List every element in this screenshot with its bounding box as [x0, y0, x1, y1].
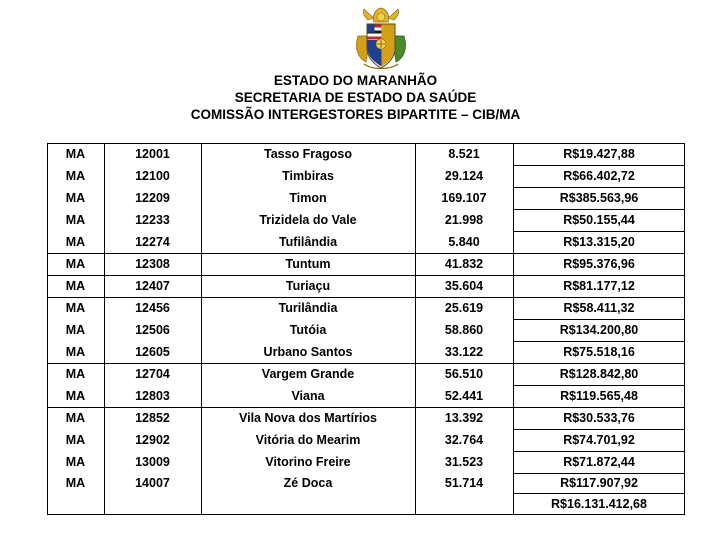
table-row	[47, 385, 685, 407]
total-value: R$16.131.412,68	[551, 497, 647, 511]
value-cell: R$58.411,32	[563, 301, 635, 315]
uf-cell: MA	[65, 191, 86, 205]
uf-cell: MA	[65, 389, 86, 403]
population-cell: 51.714	[444, 476, 484, 490]
code-cell: 12100	[135, 169, 170, 183]
code-cell: 12456	[135, 301, 170, 315]
municipality-cell: Tutóia	[289, 323, 327, 337]
code-cell: 12209	[135, 191, 170, 205]
code-cell: 12001	[135, 147, 170, 161]
uf-cell: MA	[65, 235, 86, 249]
population-cell: 58.860	[444, 323, 484, 337]
municipality-cell: Trizidela do Vale	[259, 213, 357, 227]
secretariat-title: SECRETARIA DE ESTADO DA SAÚDE	[234, 90, 477, 105]
value-cell: R$19.427,88	[563, 147, 635, 161]
uf-cell: MA	[65, 367, 86, 381]
municipality-cell: Timbiras	[282, 169, 334, 183]
code-cell: 12704	[135, 367, 170, 381]
maranhao-coat-of-arms-icon	[352, 6, 410, 72]
table-row	[47, 231, 685, 253]
value-cell: R$50.155,44	[563, 213, 635, 227]
municipality-cell: Vitória do Mearim	[255, 433, 361, 447]
population-cell: 41.832	[444, 257, 484, 271]
uf-cell: MA	[65, 411, 86, 425]
population-cell: 13.392	[444, 411, 484, 425]
value-cell: R$95.376,96	[563, 257, 635, 271]
document-header	[0, 72, 711, 123]
municipality-cell: Vila Nova dos Martírios	[238, 411, 377, 425]
value-cell: R$66.402,72	[563, 169, 635, 183]
value-cell: R$30.533,76	[563, 411, 635, 425]
value-cell: R$385.563,96	[559, 191, 639, 205]
value-cell: R$75.518,16	[563, 345, 635, 359]
municipality-cell: Tuntum	[285, 257, 331, 271]
code-cell: 12803	[135, 389, 170, 403]
value-cell: R$119.565,48	[560, 389, 638, 403]
code-cell: 12902	[135, 433, 170, 447]
municipality-cell: Timon	[289, 191, 327, 205]
municipality-cell: Zé Doca	[283, 476, 333, 490]
uf-cell: MA	[65, 169, 86, 183]
municipality-table	[47, 143, 685, 515]
uf-cell: MA	[65, 323, 86, 337]
table-row	[47, 187, 685, 209]
uf-cell: MA	[65, 301, 86, 315]
value-cell: R$71.872,44	[563, 455, 635, 469]
uf-cell: MA	[65, 455, 86, 469]
population-cell: 52.441	[444, 389, 484, 403]
population-cell: 25.619	[444, 301, 484, 315]
municipality-cell: Turilândia	[278, 301, 338, 315]
state-title: ESTADO DO MARANHÃO	[273, 73, 438, 88]
population-cell: 169.107	[441, 191, 487, 205]
table-row	[47, 341, 685, 363]
municipality-cell: Turiaçu	[285, 279, 331, 293]
municipality-cell: Tasso Fragoso	[264, 147, 352, 161]
code-cell: 12233	[135, 213, 170, 227]
table-row	[47, 319, 685, 341]
uf-cell: MA	[65, 257, 86, 271]
municipality-cell: Urbano Santos	[263, 345, 353, 359]
population-cell: 29.124	[444, 169, 484, 183]
uf-cell: MA	[65, 213, 86, 227]
code-cell: 12605	[135, 345, 170, 359]
population-cell: 31.523	[444, 455, 484, 469]
uf-cell: MA	[65, 279, 86, 293]
population-cell: 35.604	[444, 279, 484, 293]
table-row	[47, 275, 685, 297]
uf-cell: MA	[65, 345, 86, 359]
value-cell: R$134.200,80	[559, 323, 639, 337]
population-cell: 21.998	[444, 213, 484, 227]
value-cell: R$74.701,92	[563, 433, 635, 447]
municipality-cell: Viana	[291, 389, 325, 403]
code-cell: 14007	[135, 476, 170, 490]
table-row	[47, 473, 685, 493]
table-row	[47, 363, 685, 385]
table-row	[47, 253, 685, 275]
population-cell: 5.840	[448, 235, 480, 249]
population-cell: 32.764	[444, 433, 484, 447]
code-cell: 12407	[135, 279, 170, 293]
value-cell: R$81.177,12	[563, 279, 635, 293]
code-cell: 12506	[135, 323, 170, 337]
code-cell: 12274	[135, 235, 170, 249]
municipality-cell: Tufilândia	[278, 235, 338, 249]
value-cell: R$128.842,80	[559, 367, 639, 381]
code-cell: 12308	[135, 257, 170, 271]
table-row	[47, 407, 685, 429]
code-cell: 12852	[135, 411, 170, 425]
uf-cell: MA	[65, 433, 86, 447]
municipality-cell: Vargem Grande	[261, 367, 355, 381]
table-row	[47, 165, 685, 187]
municipality-cell: Vitorino Freire	[265, 455, 351, 469]
uf-cell: MA	[65, 147, 86, 161]
commission-title: COMISSÃO INTERGESTORES BIPARTITE – CIB/MA	[190, 107, 521, 122]
population-cell: 8.521	[448, 147, 480, 161]
population-cell: 33.122	[444, 345, 484, 359]
uf-cell: MA	[65, 476, 86, 490]
population-cell: 56.510	[444, 367, 484, 381]
code-cell: 13009	[135, 455, 170, 469]
table-row	[47, 297, 685, 319]
table-row	[47, 209, 685, 231]
value-cell: R$117.907,92	[560, 476, 638, 490]
value-cell: R$13.315,20	[563, 235, 635, 249]
table-row	[47, 429, 685, 451]
table-row	[47, 143, 685, 165]
table-row	[47, 451, 685, 473]
